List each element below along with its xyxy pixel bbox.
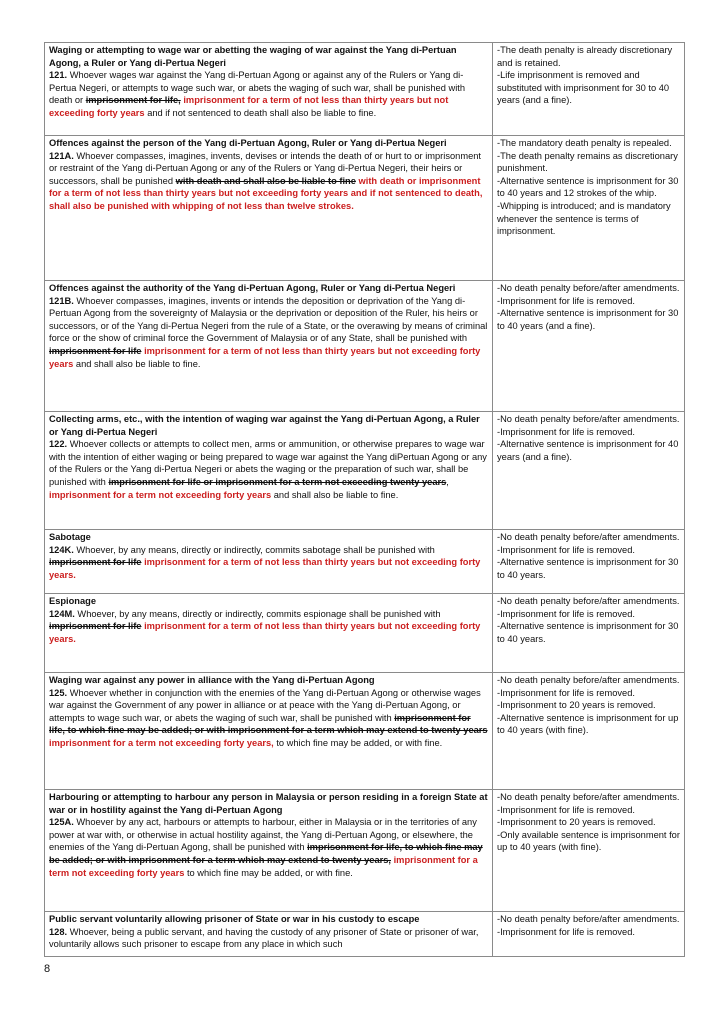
provision-text-segment: Whoever, being a public servant, and having the custody of any prisoner of State or prisoner of war, voluntarily allows such prisoner to escape from any place in which such bbox=[49, 926, 479, 950]
table-row bbox=[45, 281, 685, 412]
section-number: 121. bbox=[49, 70, 68, 81]
deleted-text: imprisonment for life bbox=[49, 621, 142, 632]
notes-cell bbox=[493, 594, 685, 673]
table-row bbox=[45, 594, 685, 673]
provision-text-segment: Whoever, by any means, directly or indirectly, commits espionage shall be punished with bbox=[74, 608, 441, 619]
provision-title: Offences against the authority of the Yang di-Pertuan Agong, Ruler or Yang di-Pertua Negeri bbox=[49, 283, 456, 293]
provision-title: Waging or attempting to wage war or abetting the waging of war against the Yang di-Pertuan Agong, a Ruler or Yang di-Pertua Negeri bbox=[49, 45, 457, 68]
section-number: 124K. bbox=[49, 544, 74, 555]
table-row bbox=[45, 912, 685, 957]
provision-cell bbox=[45, 530, 493, 594]
inserted-text: imprisonment for a term not exceeding forty years bbox=[49, 489, 272, 500]
section-number: 122. bbox=[49, 439, 68, 450]
table-row bbox=[45, 412, 685, 530]
provision-text-segment: Whoever collects or attempts to collect men, arms or ammunition, or otherwise prepares to wage war with the intention of either waging or being prepared to wage war against the Yang diPertuan Agong or any of the Rulers or the Yang di-Pertua Negeri or abets the waging or the preparation of such war, shall be punished with bbox=[49, 439, 487, 487]
note-line: -No death penalty before/after amendments. bbox=[497, 532, 680, 542]
section-number: 121A. bbox=[49, 150, 74, 161]
provision-text-segment: to which fine may be added, or with fine. bbox=[273, 737, 443, 748]
note-line: -No death penalty before/after amendments. bbox=[497, 414, 680, 424]
inserted-text: imprisonment for a term of not less than thirty years but not exceeding forty years. bbox=[49, 557, 481, 580]
provision-cell bbox=[45, 281, 493, 412]
note-line: -The death penalty is already discretionary and is retained. bbox=[497, 45, 673, 68]
section-number: 125A. bbox=[49, 817, 74, 828]
note-line: -Alternative sentence is imprisonment for 30 to 40 years and 12 strokes of the whip. bbox=[497, 175, 679, 199]
note-line: -No death penalty before/after amendments. bbox=[497, 596, 680, 606]
note-line: -Alternative sentence is imprisonment for 30 to 40 years. bbox=[497, 621, 679, 644]
notes-cell bbox=[493, 790, 685, 912]
provision-text-segment: Whoever wages war against the Yang di-Pertuan Agong or against any of the Rulers or Yang di-Pertua Negeri, or attempts to wage such war, or abets the waging of such war, shall be punished with death or bbox=[49, 70, 466, 106]
note-line: -No death penalty before/after amendments. bbox=[497, 675, 680, 685]
table-row bbox=[45, 790, 685, 912]
note-line: -Alternative sentence is imprisonment for 30 to 40 years. bbox=[497, 557, 679, 580]
note-line: -Alternative sentence is imprisonment for 40 years (and a fine). bbox=[497, 439, 679, 462]
inserted-text: imprisonment for a term not exceeding forty years, bbox=[49, 737, 274, 748]
provision-text bbox=[49, 687, 488, 750]
deleted-text: imprisonment for life, bbox=[85, 95, 181, 106]
provision-title: Offences against the person of the Yang di-Pertuan Agong, Ruler or Yang di-Pertua Negeri bbox=[49, 138, 447, 148]
provision-text bbox=[49, 295, 488, 371]
provision-text bbox=[49, 69, 488, 119]
provision-text-segment: to which fine may be added, or with fine. bbox=[184, 867, 353, 878]
table-body bbox=[45, 43, 685, 957]
provision-title: Sabotage bbox=[49, 532, 91, 542]
table-row bbox=[45, 530, 685, 594]
provision-text bbox=[49, 544, 488, 582]
provision-text-segment: Whoever compasses, imagines, invents, devises or intends the death of or hurt to or imprisonment or restraint of the Yang di-Pertuan Agong or any of the Rulers or Yang di-Pertua Negeri, their heirs or successors, shall be punished bbox=[49, 150, 482, 186]
provision-title: Espionage bbox=[49, 596, 97, 606]
provision-text-segment: Whoever by any act, harbours or attempts to harbour, either in Malaysia or in the territories of any power at war with, or otherwise in actual hostility against, the Yang di-Pertuan Agong, or elsewhere, the enemies of the Yang di-Pertuan Agong, shall be punished with bbox=[49, 817, 477, 853]
table-row bbox=[45, 136, 685, 281]
note-line: -Alternative sentence is imprisonment for up to 40 years (with fine). bbox=[497, 712, 679, 736]
table-row bbox=[45, 673, 685, 790]
provision-title: Collecting arms, etc., with the intention of waging war against the Yang di-Pertuan Agong, a Ruler or Yang di-Pertua Negeri bbox=[49, 414, 480, 437]
provision-text bbox=[49, 438, 488, 501]
note-line: -Life imprisonment is removed and substituted with imprisonment for 30 to 40 years (and a fine). bbox=[497, 70, 670, 106]
provision-text bbox=[49, 608, 488, 646]
note-line: -Imprisonment to 20 years is removed. bbox=[497, 700, 656, 711]
notes-cell bbox=[493, 281, 685, 412]
deleted-text: imprisonment for life, to which fine may be added; or with imprisonment for a term which may extend to twenty years bbox=[49, 712, 488, 736]
provision-title: Waging war against any power in alliance with the Yang di-Pertuan Agong bbox=[49, 675, 375, 685]
provision-text bbox=[49, 816, 488, 879]
section-number: 121B. bbox=[49, 295, 74, 306]
note-line: -Imprisonment to 20 years is removed. bbox=[497, 817, 656, 828]
provision-text-segment: Whoever compasses, imagines, invents or intends the deposition or deprivation of the Yang di-Pertuan Agong from the sovereignty of Malaysia or the deprivation or deposition of the Ruler, his heirs or successors, or of the Yang di-Pertua Negeri from the rule of a State, or the overawing by means of criminal force or the show of criminal force the Government of Malaysia or of any State, shall be punished with bbox=[49, 295, 488, 344]
note-line: -Imprisonment for life is removed. bbox=[497, 926, 635, 937]
note-line: -No death penalty before/after amendments. bbox=[497, 914, 680, 924]
provision-cell bbox=[45, 594, 493, 673]
inserted-text: with death or imprisonment for a term of not less than thirty years but not exceeding forty years and if not sentenced to death, shall also be punished with whipping of not less than twelve strokes. bbox=[49, 175, 483, 211]
notes-cell bbox=[493, 136, 685, 281]
section-number: 128. bbox=[49, 926, 68, 937]
note-line: -Imprisonment for life is removed. bbox=[497, 295, 635, 306]
notes-cell bbox=[493, 912, 685, 957]
notes-cell bbox=[493, 412, 685, 530]
provision-title: Public servant voluntarily allowing prisoner of State or war in his custody to escape bbox=[49, 914, 420, 924]
provision-cell bbox=[45, 412, 493, 530]
notes-cell bbox=[493, 43, 685, 136]
section-number: 124M. bbox=[49, 608, 75, 619]
provision-text bbox=[49, 150, 488, 213]
inserted-text: imprisonment for a term of not less than thirty years but not exceeding forty years bbox=[49, 345, 481, 369]
note-line: -The mandatory death penalty is repealed. bbox=[497, 138, 672, 148]
note-line: -Imprisonment for life is removed. bbox=[497, 544, 635, 555]
inserted-text: imprisonment for a term not exceeding forty years bbox=[49, 854, 478, 878]
section-number: 125. bbox=[49, 687, 68, 698]
note-line: -No death penalty before/after amendments. bbox=[497, 792, 680, 802]
note-line: -Imprisonment for life is removed. bbox=[497, 804, 635, 815]
note-line: -Imprisonment for life is removed. bbox=[497, 687, 635, 698]
note-line: -No death penalty before/after amendments. bbox=[497, 283, 680, 293]
provision-text-segment: Whoever whether in conjunction with the enemies of the Yang di-Pertuan Agong or otherwise wages war against the Government of any power in alliance or at peace with the Yang di-Pertuan Agong, or attempts to wage such war, or abets the waging of such war, shall be punished with bbox=[49, 687, 481, 723]
provision-cell bbox=[45, 136, 493, 281]
provision-title: Harbouring or attempting to harbour any person in Malaysia or person residing in a foreign State at war or in hostility against the Yang di-Pertuan Agong bbox=[49, 792, 488, 815]
note-line: -Imprisonment for life is removed. bbox=[497, 426, 635, 437]
provision-text-segment: and shall also be liable to fine. bbox=[73, 358, 201, 369]
deleted-text: imprisonment for life, to which fine may be added; or with imprisonment for a term which may extend to twenty years, bbox=[49, 842, 483, 865]
provision-cell bbox=[45, 43, 493, 136]
provision-cell bbox=[45, 673, 493, 790]
table-row bbox=[45, 43, 685, 136]
note-line: -Whipping is introduced; and is mandatory whenever the sentence is terms of imprisonment. bbox=[497, 200, 671, 237]
deleted-text: imprisonment for life or imprisonment for a term not exceeding twenty years bbox=[108, 476, 447, 487]
deleted-text: with death and shall also be liable to fine bbox=[175, 175, 356, 186]
note-line: -The death penalty remains as discretionary punishment. bbox=[497, 150, 678, 174]
deleted-text: imprisonment for life bbox=[49, 345, 142, 356]
amendments-table bbox=[44, 42, 685, 957]
provision-text-segment: , bbox=[446, 476, 449, 487]
deleted-text: imprisonment for life bbox=[49, 557, 142, 568]
inserted-text: imprisonment for a term of not less than thirty years but not exceeding forty years. bbox=[49, 621, 481, 644]
provision-text-segment: Whoever, by any means, directly or indirectly, commits sabotage shall be punished with bbox=[73, 544, 435, 555]
provision-cell bbox=[45, 912, 493, 957]
provision-text bbox=[49, 926, 488, 951]
notes-cell bbox=[493, 530, 685, 594]
note-line: -Imprisonment for life is removed. bbox=[497, 608, 635, 619]
page-number: 8 bbox=[44, 963, 51, 975]
note-line: -Alternative sentence is imprisonment for 30 to 40 years (and a fine). bbox=[497, 308, 679, 331]
provision-cell bbox=[45, 790, 493, 912]
notes-cell bbox=[493, 673, 685, 790]
inserted-text: imprisonment for a term of not less than thirty years but not exceeding forty years bbox=[49, 95, 449, 118]
provision-text-segment: and shall also be liable to fine. bbox=[271, 489, 399, 500]
provision-text-segment: and if not sentenced to death shall also be liable to fine. bbox=[144, 107, 377, 118]
note-line: -Only available sentence is imprisonment for up to 40 years (with fine). bbox=[497, 829, 680, 853]
